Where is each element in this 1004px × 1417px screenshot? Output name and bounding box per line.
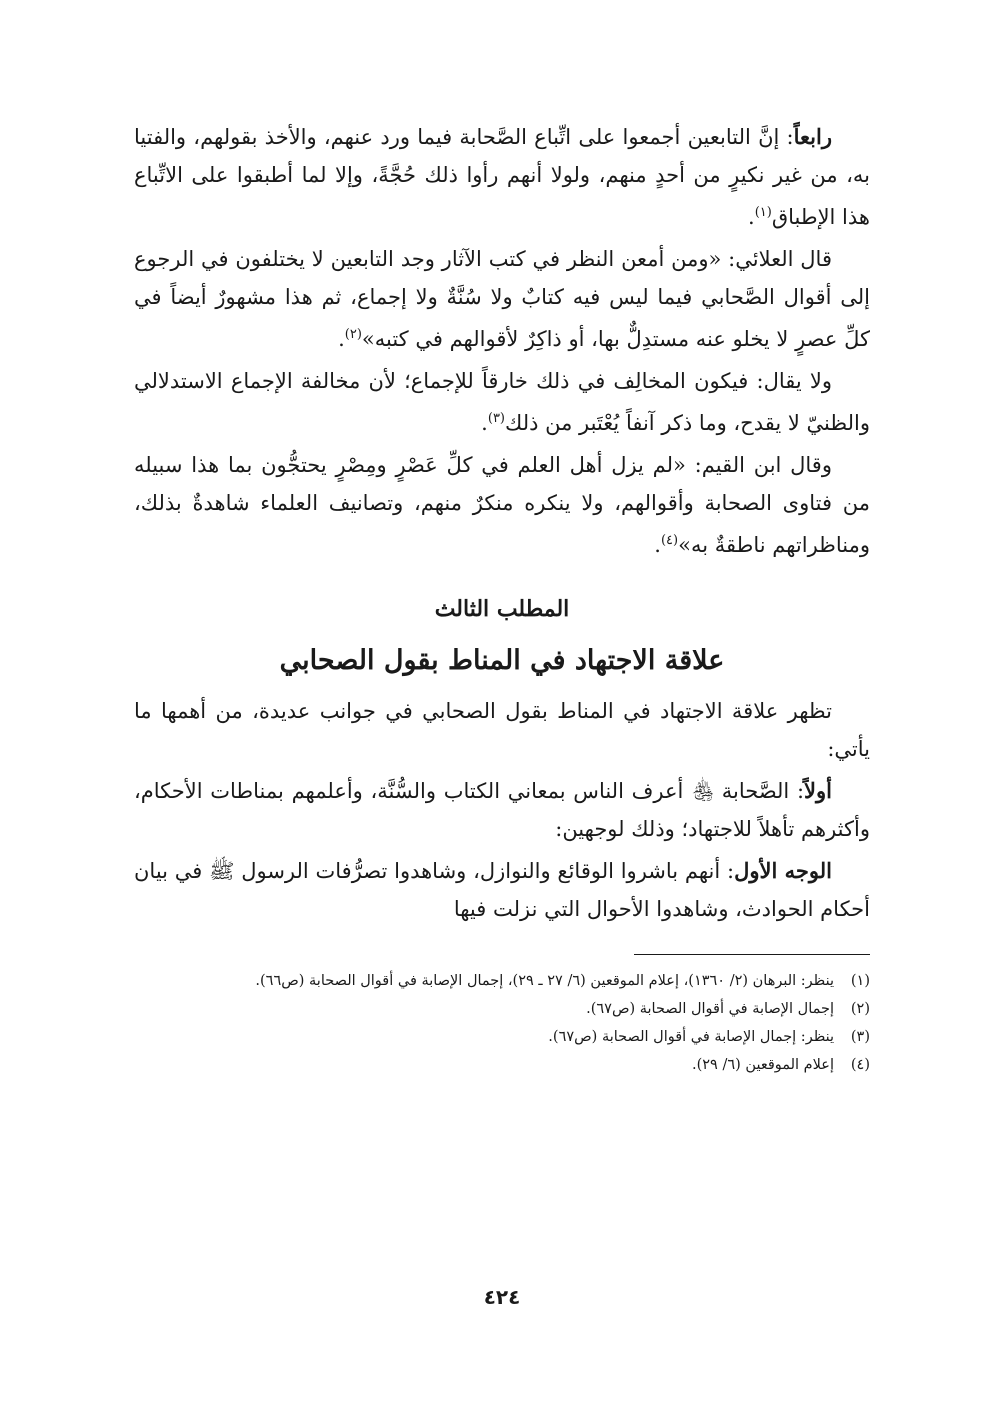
paragraph-text: وقال ابن القيم: «لم يزل أهل العلم في كلِّ عَصْرٍ ومِصْرٍ يحتجُّون بما هذا سبيله من فتاوى الصحابة وأقوالهم، ولا ينكره منكرٌ منهم، وتصانيف العلماء شاهدةٌ بذلك، ومناظراتهم ناطقةٌ به» <box>134 453 870 557</box>
paragraph-firstly <box>134 772 870 848</box>
paragraph-text: تظهر علاقة الاجتهاد في المناط بقول الصحابي في جوانب عديدة، من أهمها ما يأتي: <box>134 699 870 761</box>
footnote-item <box>134 1025 870 1050</box>
footnote-ref[interactable]: (٣) <box>487 411 505 426</box>
footnote-item <box>134 997 870 1022</box>
paragraph-text: : الصَّحابة ﵃ أعرف الناس بمعاني الكتاب والسُّنَّة، وأعلمهم بمناطات الأحكام، وأكثرهم تأهلاً للاجتهاد؛ وذلك لوجهين: <box>134 779 870 841</box>
footnote-text: ينظر: البرهان (٢/ ١٣٦٠)، إعلام الموقعين (٦/ ٢٧ ـ ٢٩)، إجمال الإصابة في أقوال الصحابة (ص٦٦). <box>255 973 834 989</box>
footnote-number: (٢) <box>850 1001 870 1017</box>
footnotes <box>134 969 870 1078</box>
section-subtitle: المطلب الثالث <box>434 596 570 622</box>
footnote-ref[interactable]: (٢) <box>344 327 362 342</box>
paragraph-end: . <box>338 327 345 351</box>
paragraph-fourthly <box>134 118 870 236</box>
paragraph-text: ولا يقال: فيكون المخالِف في ذلك خارقاً للإجماع؛ لأن مخالفة الإجماع الاستدلالي والظنيّ لا يقدح، وما ذكر آنفاً يُعْتَبر من ذلك <box>134 369 870 435</box>
paragraph-lead: الوجه الأول <box>734 858 832 883</box>
paragraph-end: . <box>654 533 661 557</box>
footnote-number: (٤) <box>850 1057 870 1073</box>
footnote-ref[interactable]: (١) <box>754 205 772 220</box>
footnote-ref[interactable]: (٤) <box>660 533 679 548</box>
paragraph-objection <box>134 362 870 442</box>
paragraph-intro <box>134 692 870 768</box>
paragraph-lead: أولاً <box>804 778 832 803</box>
paragraph-text: : أنهم باشروا الوقائع والنوازل، وشاهدوا تصرُّفات الرسول ﷺ في بيان أحكام الحوادث، وشاهدوا الأحوال التي نزلت فيها <box>134 859 870 921</box>
paragraph-first-aspect <box>134 852 870 928</box>
footnote-text: إجمال الإصابة في أقوال الصحابة (ص٦٧). <box>586 1001 834 1017</box>
footnote-item <box>134 969 870 994</box>
footnote-text: ينظر: إجمال الإصابة في أقوال الصحابة (ص٦٧). <box>548 1029 834 1045</box>
section-title: علاقة الاجتهاد في المناط بقول الصحابي <box>279 645 725 676</box>
paragraph-end: . <box>748 205 755 229</box>
paragraph-text: : إنَّ التابعين أجمعوا على اتِّباع الصَّحابة فيما ورد عنهم، والأخذ بقولهم، والفتيا به، من غير نكيرٍ من أحدٍ منهم، ولولا أنهم رأوا ذلك حُجَّةً، وإلا لما أطبقوا على الاتِّباع هذا الإطباق <box>134 125 870 229</box>
paragraph-end: . <box>481 411 488 435</box>
footnote-number: (١) <box>850 973 870 989</box>
footnote-number: (٣) <box>850 1029 870 1045</box>
page-number: ٤٢٤ <box>483 1285 521 1309</box>
page-body <box>134 118 870 1081</box>
footnote-divider <box>634 954 870 955</box>
paragraph-ibn-qayyim-quote <box>134 446 870 564</box>
paragraph-lead: رابعاً <box>793 124 832 149</box>
footnote-item <box>134 1053 870 1078</box>
footnote-text: إعلام الموقعين (٦/ ٢٩). <box>691 1057 834 1073</box>
paragraph-alalai-quote <box>134 240 870 358</box>
paragraph-text: قال العلائي: «ومن أمعن النظر في كتب الآثار وجد التابعين لا يختلفون في الرجوع إلى أقوال الصَّحابي فيما ليس فيه كتابٌ ولا سُنَّةٌ ولا إجماع، ثم هذا مشهورٌ أيضاً في كلِّ عصرٍ لا يخلو عنه مستدِلٌّ بها، أو ذاكِرٌ لأقوالهم في كتبه» <box>134 247 870 351</box>
